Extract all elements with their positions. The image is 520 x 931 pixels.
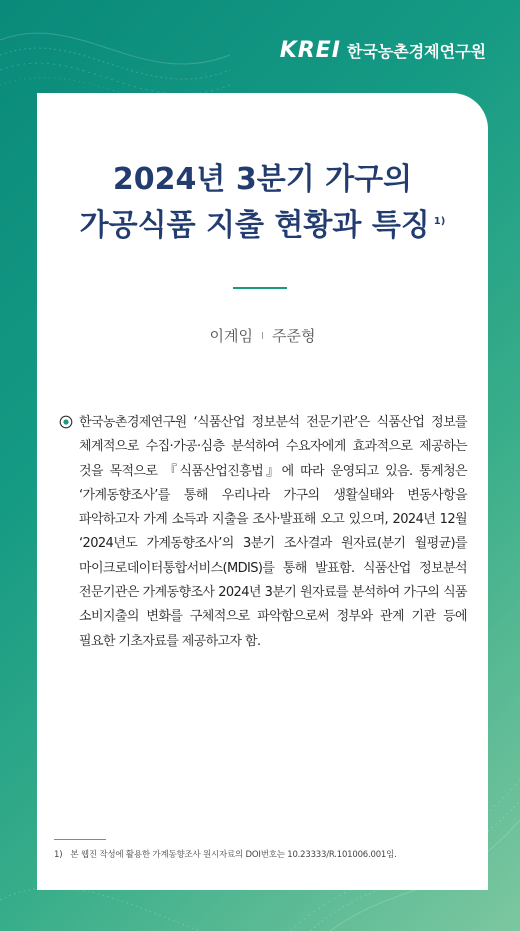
author-separator: I (261, 331, 264, 342)
footnote-text: 본 웹진 작성에 활용한 가계동향조사 원시자료의 DOI번호는 10.23333/R.101006.001임. (70, 850, 397, 860)
title-divider (233, 287, 287, 289)
title-line-2 (37, 201, 488, 247)
author-1: 이계임 (209, 327, 254, 345)
footnote-number: 1) (54, 850, 63, 860)
krei-logo (280, 38, 486, 63)
title-line-1: 2024년 3분기 가구의 (112, 162, 413, 197)
circled-dot-icon (57, 415, 75, 429)
logo-wordmark: KREI (279, 38, 341, 63)
organization-name: 한국농촌경제연구원 (346, 42, 486, 61)
title-line-2-text: 가공식품 지출 현황과 특징 (79, 208, 430, 243)
author-2: 주준형 (271, 327, 316, 345)
footnote-divider (54, 839, 106, 840)
summary-paragraph (57, 411, 467, 654)
author-line (37, 325, 488, 346)
title-footnote-mark: 1) (433, 216, 446, 227)
summary-text: 한국농촌경제연구원 ‘식품산업 정보분석 전문기관’은 식품산업 정보를 체계적으로 수집·가공·심층 분석하여 수요자에게 효과적으로 제공하는 것을 목적으로 『식품산업진흥법』에 따라 운영되고 있음. 통계청은 ‘가계동향조사’를 통해 우리나라 가구의 생활실태와 변동사항을 파악하고자 가계 소득과 지출을 조사·발표해 오고 있으며, 2024년 12월 ‘2024년도 가계동향조사’의 3분기 조사결과 원자료(분기 월평균)를 마이크로데이터통합서비스(MDIS)를 통해 발표함. 식품산업 정보분석 전문기관은 가계동향조사 2024년 3분기 원자료를 분석하여 가구의 식품 소비지출의 변화를 구체적으로 파악함으로써 정부와 관계 기관 등에 필요한 기초자료를 제공하고자 함. (79, 415, 467, 649)
page-title (37, 159, 488, 247)
footnote (54, 848, 397, 860)
content-card (37, 93, 488, 890)
